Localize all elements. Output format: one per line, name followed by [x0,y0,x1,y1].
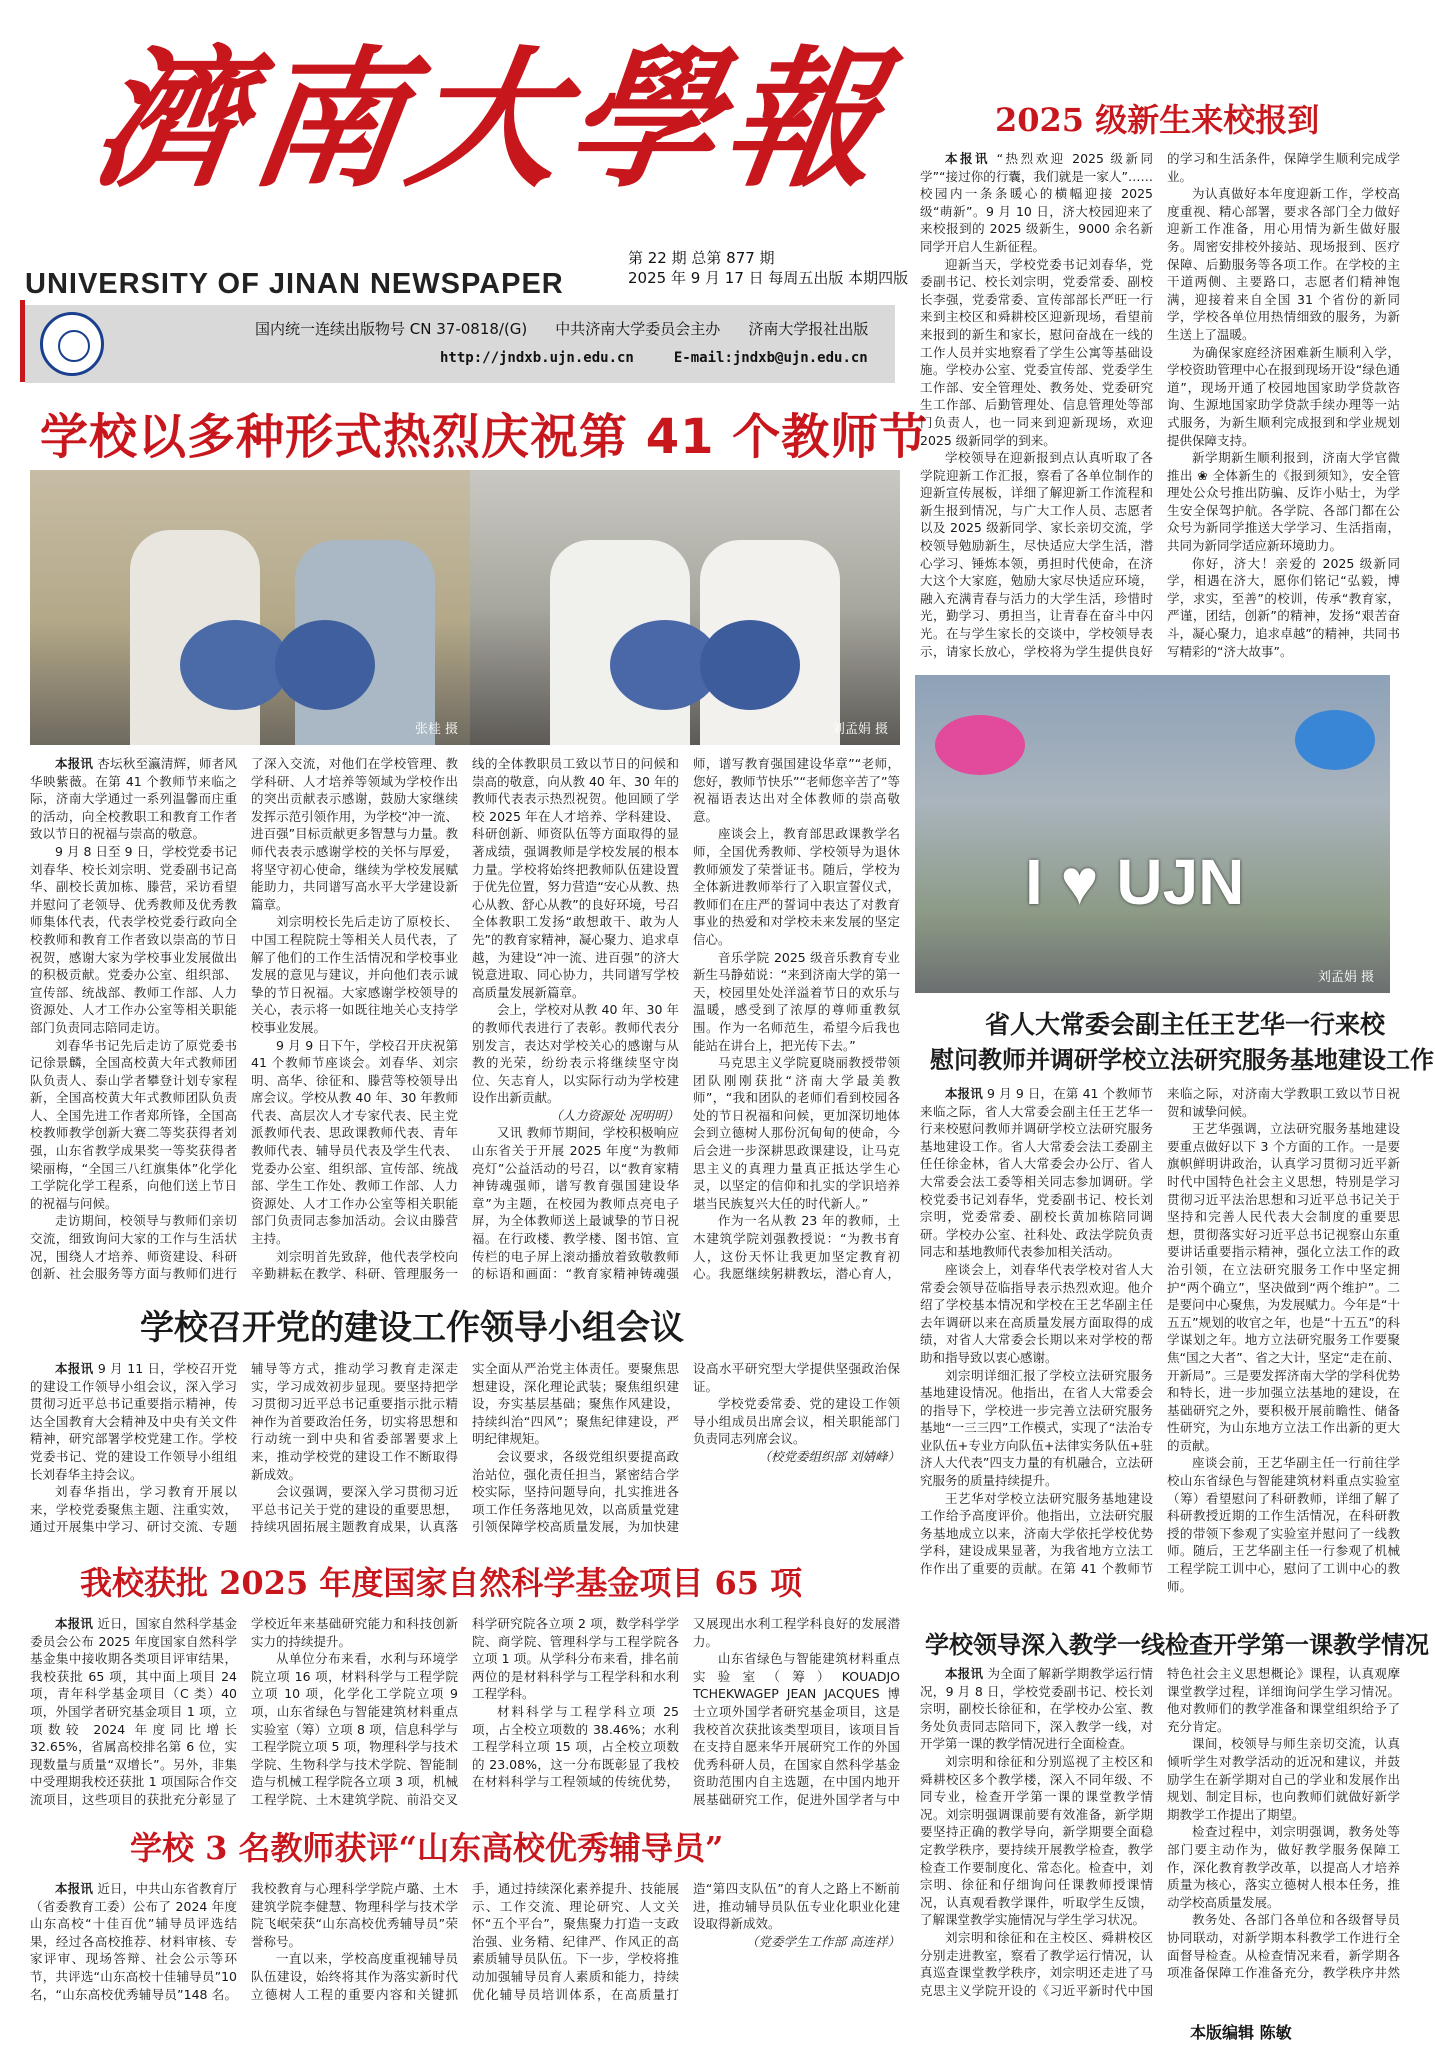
publication-info [255,318,896,339]
photo-credit-3: 刘孟娟 摄 [1317,970,1374,985]
counselors-headline: 学校 3 名教师获评“山东高校优秀辅导员” [130,1829,724,1867]
issue-date: 2025 年 9 月 17 日 每周五出版 本期四版 [628,269,909,287]
party-byline: （校党委组织部 刘婧峰） [758,1448,900,1464]
host: 中共济南大学委员会主办 [555,320,721,338]
website-link[interactable]: http://jndxb.ujn.edu.cn [440,350,634,366]
teachers-day-article: 本报讯 杏坛秋至瀛清辉，师者风华映紫薇。在第 41 个教师节来临之际，济南大学通过一系列温馨而庄重的活动，向全校教职工和教育工作者致以节日的祝福与崇高的敬意。 9 月 8 日至 9 日，学校党委书记刘春华、校长刘宗明、党委副书记高华、副校长黄加栋、滕营，采访看望并慰问了老领导、优秀教师及优秀教师集体代表，代表学校党委行政向全校教师和教育工作者致以崇高的节日祝贺，感谢大家为学校事业发展做出的积极贡献。党委办公室、组织部、宣传部、统战部、教师工作部、人力资源处、人才工作办公室等相关职能部门负责同志陪同走访。 刘春华书记先后走访了原党委书记徐景麟，全国高校黄大年式教师团队负责人、泰山学者攀登计划专家程新，全国高校黄大年式教师团队负责人、全国先进工作者郑所锋，全国高校教师教学创新大赛二等奖获得者刘强，山东省教学成果奖一等奖获得者梁丽梅，“全国三八红旗集体”化学化工学院化学工程系，向他们送上节日的祝福与问候。 走访期间，校领导与教师们亲切交流，细致询问大家的工作与生活状况，围绕人才培养、师资建设、科研创新、社会服务等方面与教师们进行了深入交流，对他们在学校管理、教学科研、人才培养等领域为学校作出的突出贡献表示感谢，鼓励大家继续发挥示范引领作用，为学校“冲一流、进百强”目标贡献更多智慧与力量。教师代表表示感谢学校的关怀与厚爱，将坚守初心使命，继续为学校发展赋能助力，共同谱写高水平大学建设新篇章。 刘宗明校长先后走访了原校长、中国工程院院士等相关人员代表，了解了他们的工作生活情况和学校事业发展的意见与建议，并向他们表示诚挚的节日祝福。大家感谢学校领导的关心，表示将一如既往地关心支持学校事业发展。 9 月 9 日下午，学校召开庆祝第 41 个教师节座谈会。刘春华、刘宗明、高华、徐征和、滕营等校领导出席会议。学校从教 40 年、30 年教师代表、高层次人才专家代表、民主党派教师代表、思政课教师代表、青年教师代表、辅导员代表及学生代表、党委办公室、组织部、宣传部、统战部、学生工作处、教师工作部、人力资源处、人才工作办公室等相关职能部门负责同志参加活动。会议由滕营主持。 刘宗明首先致辞，他代表学校向辛勤耕耘在教学、科研、管理服务一线的全体教职员工致以节日的问候和崇高的敬意，向从教 40 年、30 年的教师代表表示热烈祝贺。他回顾了学校 2025 年在人才培养、学科建设、科研创新、师资队伍等方面取得的显著成绩，强调教师是学校发展的根本力量。学校将始终把教师队伍建设置于优先位置，努力营造“安心从教、热心从教、舒心从教”的良好环境，号召全体教职工发扬“敢想敢干、敢为人先”的教育家精神，凝心聚力、追求卓越，为建设“冲一流、进百强”的济大锐意进取、同心协力，共同谱写学校高质量发展新篇章。 会上，学校对从教 40 年、30 年的教师代表进行了表彰。教师代表分别发言，表达对学校关心的感谢与从教的光荣，纷纷表示将继续坚守岗位、矢志育人，以实际行动为学校建设作出新贡献。 （人力资源处 况明明） 又讯 教师节期间，学校积极响应山东省关于开展 2025 年度“为教师亮灯”公益活动的号召，以“教育家精神铸魂强师，谱写教育强国建设华章”为主题，在校园为教师点亮电子屏，为全体教师送上最诚挚的节日祝福。在行政楼、教学楼、图书馆、宣传栏的电子屏上滚动播放着致敬教师的标语和画面：“教育家精神铸魂强师，谱写教育强国建设华章”“老师，您好，教师节快乐”“老师您辛苦了”等祝福语表达出对全体教师的崇高敬意。 座谈会上，教育部思政课教学名师，全国优秀教师、学校领导为退休教师颁发了荣誉证书。随后，学校为全体新进教师举行了入职宣誓仪式，教师们在庄严的誓词中表达了对教育事业的热爱和对学校未来发展的坚定信心。 音乐学院 2025 级音乐教育专业新生马静茹说：“来到济南大学的第一天，校园里处处洋溢着节日的欢乐与温暖，感受到了浓厚的尊师重教氛围。作为一名师范生，希望今后我也能站在讲台上，把光传下去。” 马克思主义学院夏晓丽教授带领团队刚刚获批“济南大学最美教师”，“我和团队的老师们看到校园各处的节日祝福和问候，更加深切地体会到立德树人那份沉甸甸的使命，今后会进一步深耕思政课建设，让马克思主义的真理力量真正抵达学生心灵，以坚定的信仰和扎实的学识培养堪当民族复兴大任的时代新人。” 作为一名从教 23 年的教师，土木建筑学院刘强教授说：“为教书育人，这份天怀让我更加坚定教育初心。我愿继续躬耕教坛，潜心育人， [30,756,900,1282]
party-meeting-headline: 学校召开党的建设工作领导小组会议 [140,1308,684,1348]
npc-lead: 本报讯 [945,1086,983,1101]
npc-headline-1: 省人大常委会副主任王艺华一行来校 [985,1010,1386,1039]
main-headline: 学校以多种形式热烈庆祝第 41 个教师节 [40,409,929,465]
issue-number: 第 22 期 总第 877 期 [628,249,775,267]
university-logo-icon [40,312,104,376]
party-lead: 本报讯 [55,1361,94,1376]
nsfc-lead: 本报讯 [55,1616,94,1631]
photo-teachers-visit-2 [470,470,900,745]
contact-info [440,350,908,366]
photo-teachers-visit-1 [30,470,470,745]
photo-sign-text: I ♥ UJN [1025,846,1245,918]
photo-credit-1: 张桂 摄 [414,722,458,737]
issue-info [628,248,908,288]
newspaper-name: 濟南大學報 [82,32,898,208]
freshmen-article: 本报讯 “热烈欢迎 2025 级新同学”“接过你的行囊，我们就是一家人”……校园内一条条暖心的横幅迎接 2025 级“萌新”。9 月 10 日，济大校园迎来了来校报到的 2025 级新生，9000 余名新同学开启人生新征程。 迎新当天，学校党委书记刘春华，党委副书记、校长刘宗明，党委常委、副校长李强，党委常委、宣传部部长严旺一行来到主校区和舜耕校区迎新现场，看望前来报到的新生和家长，慰问奋战在一线的工作人员并实地察看了学生公寓等基础设施。学校办公室、党委宣传部、党委学生工作部、安全管理处、教务处、党委研究生工作部、后勤管理处、信息管理处等部门负责人，也一同来到迎新现场，欢迎 2025 级新同学的到来。 学校领导在迎新报到点认真听取了各学院迎新工作汇报，察看了各单位制作的迎新宣传展板，详细了解迎新工作流程和新生报到情况，与广大工作人员、志愿者以及 2025 级新同学、家长亲切交流，学校领导勉励新生，尽快适应大学生活，潜心学习、锤炼本领，勇担时代使命，在济大这个大家庭，勉励大家尽快适应环境，融入充满青春与活力的大学生活，珍惜时光，勤学习、勇担当，让青春在奋斗中闪光。在与学生家长的交谈中，学校领导表示，请家长放心，学校将为学生提供良好的学习和生活条件，保障学生顺利完成学业。 为认真做好本年度迎新工作，学校高度重视、精心部署，要求各部门全力做好迎新工作准备，用心用情为新生做好服务。周密安排校外接站、现场报到、医疗保障、后勤服务等各项工作。在学校的主干道两侧、主要路口，志愿者们精神饱满，迎接着来自全国 31 个省份的新同学，学校各单位用热情细致的服务，为新生送上了温暖。 为确保家庭经济困难新生顺利入学，学校资助管理中心在报到现场开设“绿色通道”，现场开通了校园地国家助学贷款咨询、生源地国家助学贷款手续办理等一站式服务，为新生顺利完成报到和学业规划提供保障支持。 新学期新生顺利报到，济南大学官微推出 ❀ 全体新生的《报到须知》，安全管理处公众号推出防骗、反诈小贴士，为学生安全保驾护航。各学院、各部门都在公众号为新同学推送大学学习、生活指南，共同为新同学适应新环境助力。 你好，济大！亲爱的 2025 级新同学，相遇在济大，愿你们铭记“弘毅，博学，求实，至善”的校训，传承“教育家，严谨，团结，创新”的精神，发扬“艰苦奋斗，凝心聚力，追求卓越”的精神，共同书写精彩的“济大故事”。 [920,151,1400,659]
cn-number: 国内统一连续出版物号 CN 37-0818/(G) [255,320,528,338]
counselors-byline: （党委学生工作部 高连祥） [746,1933,900,1949]
nsfc-headline: 我校获批 2025 年度国家自然科学基金项目 65 项 [80,1564,803,1602]
counselors-article: 本报讯 近日，中共山东省教育厅（省委教育工委）公布了 2024 年度山东高校“十佳百优”辅导员评选结果，经过各高校推荐、材料审核、专家评审、现场答辩、社会公示等环节，共评选“山东高校十佳辅导员”10 名，“山东高校优秀辅导员”148 名。我校教育与心理科学学院卢璐、土木建筑学院李健慧、物理科学与技术学院飞岷荣获“山东高校优秀辅导员”荣誉称号。 一直以来，学校高度重视辅导员队伍建设，始终将其作为落实新时代立德树人工程的重要内容和关键抓手，通过持续深化素养提升、技能展示、工作交流、理论研究、人文关怀“五个平台”，聚焦聚力打造一支政治强、业务精、纪律严、作风正的高素质辅导员队伍。下一步，学校将推动加强辅导员育人素质和能力，持续优化辅导员培训体系，在高质量打造“第四支队伍”的育人之路上不断前进，推动辅导员队伍专业化职业化建设取得新成效。 （党委学生工作部 高连祥） [30,1881,900,2002]
page-editor: 本版编辑 陈敏 [1190,2023,1292,2042]
npc-visit-article: 本报讯 9 月 9 日，在第 41 个教师节来临之际，省人大常委会副主任王艺华一行来校慰问教师并调研学校立法研究服务基地建设工作。省人大常委会法工委副主任任徐金林，省人大常委会办公厅、省人大常委会法工委等相关同志参加调研。学校党委书记刘春华，党委副书记、校长刘宗明，党委常委、副校长黄加栋陪同调研。学校办公室、社科处、政法学院负责同志和基地教师代表参加相关活动。 座谈会上，刘春华代表学校对省人大常委会领导莅临指导表示热烈欢迎。他介绍了学校基本情况和学校在王艺华副主任去年调研以来在高质量发展方面取得的成绩，对省人大常委会长期以来对学校的帮助和指导致以衷心感谢。 刘宗明详细汇报了学校立法研究服务基地建设情况。他指出，在省人大常委会的指导下，学校进一步完善立法研究服务基地“一三三四”工作模式，实现了“法治专业队伍+专业方向队伍+法律实务队伍+驻济人大代表”四支力量的有机融合，立法研究服务的质量持续提升。 王艺华对学校立法研究服务基地建设工作给予高度评价。他指出，立法研究服务基地成立以来，济南大学依托学校优势学科，建设成果显著，为我省地方立法工作作出了重要的贡献。在第 41 个教师节来临之际，对济南大学教职工致以节日祝贺和诚挚问候。 王艺华强调，立法研究服务基地建设要重点做好以下 3 个方面的工作。一是要旗帜鲜明讲政治，认真学习贯彻习近平新时代中国特色社会主义思想，特别是学习贯彻习近平法治思想和习近平总书记关于坚持和完善人民代表大会制度的重要思想，贯彻落实好习近平总书记视察山东重要讲话重要指示精神，强化立法工作的政治引领，在立法研究服务工作中坚定拥护“两个确立”，坚决做到“两个维护”。二是要问中心聚焦，为发展赋力。今年是“十五五”规划的收官之年，也是“十五五”的科学谋划之年。地方立法研究服务工作要聚焦“国之大者”、省之大计，坚定“走在前、开新局”。三是要发挥济南大学的学科优势和特长，进一步加强立法基地的建设，在基础研究之外，要积极开展前瞻性、储备性研究，为山东地方立法工作出新的更大的贡献。 座谈会前，王艺华副主任一行前往学校山东省绿色与智能建筑材料重点实验室（筹）看望慰问了科研教师，详细了解了科研教授近期的工作生活情况，在科研教授的带领下参观了实验室并慰问了一线教师。随后，王艺华副主任一行参观了机械工程学院工训中心，慰问了工训中心的教师。 [920,1086,1400,1594]
counselors-lead: 本报讯 [55,1881,94,1896]
teachers-lead: 本报讯 [55,756,94,771]
party-meeting-article: 本报讯 9 月 11 日，学校召开党的建设工作领导小组会议，深入学习贯彻习近平总书记重要指示精神，传达全国教育大会精神及中央有关文件精神，研究部署学校党建工作。学校党委书记、党的建设工作领导小组组长刘春华主持会议。 刘春华指出，学习教育开展以来，学校党委聚焦主题、注重实效，通过开展集中学习、研讨交流、专题辅导等方式，推动学习教育走深走实，学习成效初步显现。要坚持把学习贯彻习近平总书记重要指示批示精神作为首要政治任务，切实将思想和行动统一到中央和省委部署要求上来，推动学校党的建设工作不断取得新成效。 会议强调，要深入学习贯彻习近平总书记关于党的建设的重要思想，持续巩固拓展主题教育成果，认真落实全面从严治党主体责任。要聚焦思想建设，深化理论武装；聚焦组织建设，夯实基层基础；聚焦作风建设，持续纠治“四风”；聚焦纪律建设，严明纪律规矩。 会议要求，各级党组织要提高政治站位，强化责任担当，紧密结合学校实际，坚持问题导向，扎实推进各项工作任务落地见效，以高质量党建引领保障学校高质量发展，为加快建设高水平研究型大学提供坚强政治保证。 学校党委常委、党的建设工作领导小组成员出席会议，相关职能部门负责同志列席会议。 （校党委组织部 刘婧峰） [30,1361,900,1535]
teachers-byline-1: （人力资源处 况明明） [550,1107,679,1123]
nsfc-article: 本报讯 近日，国家自然科学基金委员会公布 2025 年度国家自然科学基金集中接收期各类项目评审结果，我校获批 65 项，其中面上项目 24 项，青年科学基金项目（C 类）40 项，外国学者研究基金项目 1 项，立项数较 2024 年度同比增长 32.65%，省属高校排名第 6 位，实现数量与质量“双增长”。另外，非集中受理期我校还获批 1 项国际合作交流项目，这些项目的获批充分彰显了学校近年来基础研究能力和科技创新实力的持续提升。 从单位分布来看，水利与环境学院立项 16 项，材料科学与工程学院立项 10 项，化学化工学院立项 9 项，山东省绿色与智能建筑材料重点实验室（筹）立项 8 项，信息科学与工程学院立项 5 项，物理科学与技术学院、生物科学与技术学院、智能制造与机械工程学院各立项 3 项，机械工程学院、土木建筑学院、前沿交叉科学研究院各立项 2 项，数学科学学院、商学院、管理科学与工程学院各立项 1 项。从学科分布来看，排名前两位的是材料科学与工程学科和水利工程学科。 材料科学与工程学科立项 25 项，占全校立项数的 38.46%；水利工程学科立项 15 项，占全校立项数的 23.08%，这一分布既彰显了我校在材料科学与工程领域的传统优势，又展现出水利工程学科良好的发展潜力。 山东省绿色与智能建筑材料重点实验室（筹）KOUADJO TCHEKWAGEP JEAN JACQUES 博士立项外国学者研究基金项目，这是我校首次获批该类型项目，该项目旨在支持自愿来华开展研究工作的外国优秀科研人员，在国家自然科学基金资助范围内自主选题，在中国内地开展基础研究工作，促进外国学者与中 [30,1616,900,1807]
freshmen-headline: 2025 级新生来校报到 [995,101,1320,139]
photo-credit-2: 刘孟娟 摄 [831,722,888,737]
newspaper-english-name: UNIVERSITY OF JINAN NEWSPAPER [25,268,564,300]
inspection-lead: 本报讯 [945,1666,984,1681]
photo-freshmen-welcome [915,675,1390,993]
publisher: 济南大学报社出版 [748,320,869,338]
npc-headline-2: 慰问教师并调研学校立法研究服务基地建设工作 [930,1045,1434,1074]
email-link[interactable]: E-mail:jndxb@ujn.edu.cn [673,350,868,366]
freshmen-lead: 本报讯 [945,151,991,166]
masthead-info-bar [25,305,895,383]
inspection-headline: 学校领导深入教学一线检查开学第一课教学情况 [925,1630,1429,1659]
inspection-article: 本报讯 为全面了解新学期教学运行情况，9 月 8 日，学校党委副书记、校长刘宗明，副校长徐征和，在学校办公室、教务处负责同志陪同下，深入教学一线，对开学第一课的教学情况进行全面检查。 刘宗明和徐征和分别巡视了主校区和舜耕校区多个教学楼，深入不同年级、不同专业，检查开学第一课的课堂教学情况。刘宗明强调课前要有效准备，新学期要坚持正确的教学导向，新学期要全面稳定教学秩序，要持续开展教学检查，教学检查工作要制度化、常态化。检查中，刘宗明、徐征和仔细询问任课教师授课情况，认真观看教学课件，听取学生反馈，了解课堂教学实施情况与学生学习状况。 刘宗明和徐征和在主校区、舜耕校区分别走进教室，察看了教学运行情况，认真巡查课堂教学秩序，刘宗明还走进了马克思主义学院开设的《习近平新时代中国特色社会主义思想概论》课程，认真观摩课堂教学过程，详细询问学生学习情况。他对教师们的教学准备和课堂组织给予了充分肯定。 课间，校领导与师生亲切交流，认真倾听学生对教学活动的近况和建议，并鼓励学生在新学期对自己的学业和发展作出规划、制定目标，也向教师们就做好新学期教学工作提出了期望。 检查过程中，刘宗明强调，教务处等部门要主动作为，做好教学服务保障工作，深化教育教学改革，以提高人才培养质量为核心，落实立德树人根本任务，推动学校高质量发展。 教务处、各部门各单位和各级督导员协同联动，对新学期本科教学工作进行全面督导检查。从检查情况来看，新学期各项准备保障工作准备充分，教学秩序井然 [920,1666,1400,1998]
